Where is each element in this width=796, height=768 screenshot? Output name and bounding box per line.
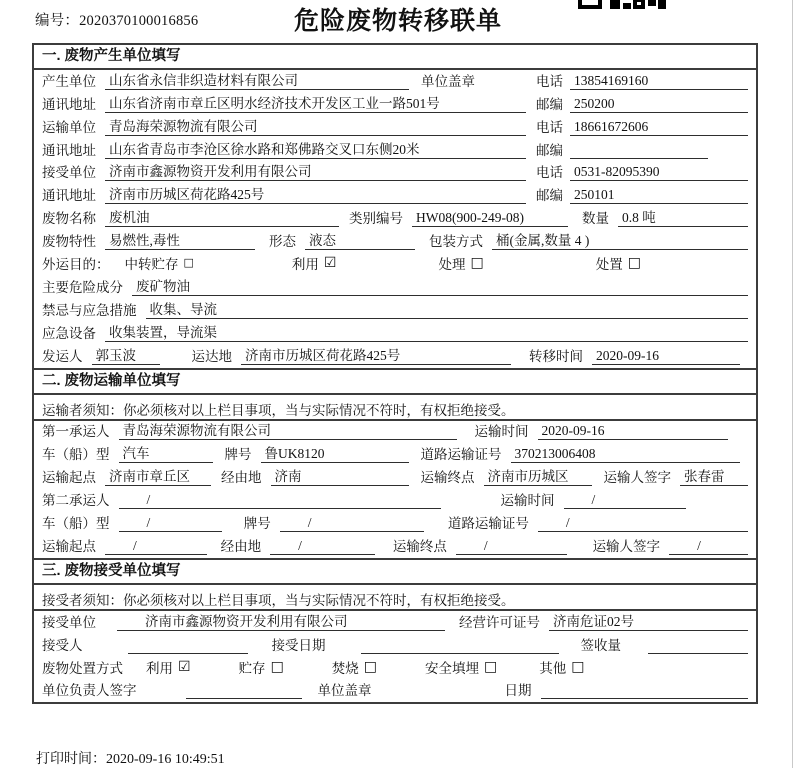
- license-label: 经营许可证号: [459, 614, 540, 630]
- row-transporter: [34, 116, 756, 139]
- vehicle1-type-field: 汽车: [119, 446, 213, 463]
- checkbox-icon: □: [484, 658, 498, 675]
- row-carrier1: [34, 421, 756, 444]
- transporter-name-field: 青岛海荣源物流有限公司: [105, 119, 526, 136]
- vehicle-type-label: 车（船）型: [42, 516, 110, 532]
- contraindication-field: 收集、导流: [146, 302, 749, 319]
- doc-number-value: 2020370100016856: [79, 13, 199, 29]
- option-label: 处理: [438, 257, 466, 273]
- checkbox-icon: □: [363, 658, 378, 675]
- receive-date-field: [361, 638, 559, 654]
- row-receive-person: [34, 634, 756, 657]
- waste-props-label: 废物特性: [42, 234, 96, 250]
- row-carrier2: [34, 489, 756, 512]
- row-signature: [34, 680, 756, 703]
- transfer-time-field: 2020-09-16: [592, 348, 740, 365]
- disposal-option-landfill: [425, 657, 497, 677]
- row-vehicle2: [34, 512, 756, 535]
- vehicle1-plate-field: 鲁UK8120: [261, 446, 409, 463]
- row-receive-unit: [34, 611, 756, 634]
- route-end-label: 运输终点: [392, 538, 447, 554]
- checkbox-icon: □: [183, 256, 194, 270]
- checkbox-icon: □: [470, 255, 484, 272]
- row-dispatch: [34, 345, 756, 368]
- option-label: 其他: [539, 660, 567, 676]
- plate-label: 牌号: [224, 447, 252, 463]
- transporter-address-field: 山东省青岛市李沧区徐水路和郑佛路交叉口东侧20米: [105, 142, 526, 159]
- hazard-label: 主要危险成分: [42, 279, 123, 295]
- responsible-sign-label: 单位负责人签字: [42, 683, 137, 699]
- form-label: 形态: [269, 234, 296, 250]
- receive-person-label: 接受人: [42, 637, 83, 653]
- equipment-field: 收集装置，导流渠: [105, 325, 748, 342]
- carrier2-name-field: /: [119, 492, 441, 509]
- option-label: 焚烧: [331, 660, 359, 676]
- receive-person-field: [128, 638, 248, 654]
- print-time-value: 2020-09-16 10:49:51: [106, 752, 225, 767]
- route1-sign-field: 张春雷: [680, 469, 748, 486]
- route1-via-field: 济南: [271, 469, 409, 486]
- route1-end-field: 济南市历城区: [484, 469, 592, 486]
- transporter-notice: 运输者须知：你必须核对以上栏目事项，当与实际情况不符时，有权拒绝接受。: [34, 395, 756, 421]
- quantity-field: 0.8 吨: [618, 210, 748, 227]
- option-label: 利用: [146, 660, 173, 676]
- checkbox-icon: □: [627, 255, 641, 272]
- address-label: 通讯地址: [42, 96, 96, 112]
- receive-unit-name-field: 济南市鑫源物资开发利用有限公司: [117, 614, 445, 631]
- vehicle2-plate-field: /: [280, 515, 424, 532]
- received-qty-label: 签收量: [580, 637, 621, 653]
- row-vehicle1: [34, 443, 756, 466]
- producer-address-field: 山东省济南市章丘区明水经济技术开发区工业一路501号: [105, 96, 526, 113]
- option-label: 中转贮存: [124, 257, 179, 273]
- vehicle2-permit-field: /: [538, 515, 748, 532]
- category-code-label: 类别编号: [349, 211, 403, 227]
- disposal-label: 废物处置方式: [42, 660, 123, 676]
- plate-label: 牌号: [243, 516, 271, 532]
- row-waste-props: [34, 230, 756, 253]
- purpose-option-utilize: [292, 253, 337, 273]
- row-producer-address: [34, 93, 756, 116]
- carrier1-label: 第一承运人: [42, 424, 110, 440]
- sign-date-field: [541, 683, 749, 699]
- contraindication-label: 禁忌与应急措施: [42, 302, 137, 318]
- route2-via-field: /: [270, 538, 375, 555]
- option-label: 安全填埋: [425, 660, 480, 676]
- road-permit-label: 道路运输证号: [420, 447, 502, 463]
- purpose-option-treat: [438, 253, 483, 273]
- option-label: 处置: [595, 257, 623, 273]
- unit-stamp-label: 单位盖章: [317, 683, 372, 699]
- receiver-notice: 接受者须知：你必须核对以上栏目事项，当与实际情况不符时，有权拒绝接受。: [34, 585, 756, 611]
- receiver-name-field: 济南市鑫源物资开发利用有限公司: [105, 164, 526, 181]
- row-receiver-address: [34, 184, 756, 207]
- print-time-label: 打印时间：: [36, 752, 106, 767]
- row-route2: [34, 535, 756, 558]
- zip-label: 邮编: [536, 96, 563, 112]
- transporter-zip-field: [570, 143, 708, 159]
- route-start-label: 运输起点: [42, 470, 96, 486]
- via-label: 经由地: [220, 538, 262, 554]
- vehicle-type-label: 车（船）型: [42, 447, 110, 463]
- stamp-label: 单位盖章: [421, 73, 475, 89]
- row-disposal: [34, 657, 756, 680]
- route-end-label: 运输终点: [420, 470, 475, 486]
- route1-start-field: 济南市章丘区: [105, 469, 211, 486]
- waste-name-field: 废机油: [105, 210, 339, 227]
- phone-label: 电话: [536, 165, 563, 181]
- packaging-field: 桶(金属,数量 4 ): [492, 233, 748, 250]
- purpose-label: 外运目的：: [42, 257, 110, 273]
- option-label: 贮存: [238, 660, 266, 676]
- doc-number-label: 编号：: [35, 13, 80, 29]
- disposal-option-incinerate: [332, 657, 377, 677]
- vehicle1-permit-field: 370213006408: [511, 446, 741, 463]
- packaging-label: 包装方式: [429, 234, 483, 250]
- row-equipment: [34, 322, 756, 345]
- transport-time-label: 运输时间: [500, 493, 555, 509]
- category-code-field: HW08(900-249-08): [412, 210, 568, 227]
- producer-zip-field: 250200: [570, 96, 748, 113]
- waste-name-label: 废物名称: [42, 211, 96, 227]
- print-time: [36, 748, 225, 768]
- manifest-table: [32, 43, 758, 704]
- form-field: 液态: [305, 233, 415, 250]
- received-qty-field: [648, 638, 748, 654]
- transporter-sign-label: 运输人签字: [603, 470, 671, 486]
- road-permit-label: 道路运输证号: [447, 516, 529, 532]
- route2-sign-field: /: [669, 538, 748, 555]
- receive-date-label: 接受日期: [271, 637, 326, 653]
- zip-label: 邮编: [536, 188, 563, 204]
- waste-props-field: 易燃性,毒性: [105, 233, 255, 250]
- checkbox-icon: ☑: [178, 658, 191, 675]
- disposal-option-utilize: [146, 657, 191, 677]
- license-field: 济南危证02号: [549, 614, 748, 631]
- row-producer: [34, 70, 756, 93]
- carrier2-label: 第二承运人: [42, 493, 110, 509]
- receiver-phone-field: 0531-82095390: [570, 164, 748, 181]
- destination-label: 运达地: [191, 348, 232, 364]
- date-label: 日期: [504, 683, 532, 699]
- transporter-label: 运输单位: [42, 119, 96, 135]
- carrier1-name-field: 青岛海荣源物流有限公司: [119, 423, 457, 440]
- document-header: [0, 0, 796, 42]
- qr-code-icon: [578, 0, 666, 10]
- quantity-label: 数量: [582, 211, 609, 227]
- checkbox-icon: ☑: [323, 255, 337, 272]
- disposal-option-storage: [239, 657, 284, 677]
- transporter-sign-label: 运输人签字: [592, 538, 661, 554]
- equipment-label: 应急设备: [42, 325, 96, 341]
- purpose-option-transfer-storage: [125, 253, 194, 273]
- address-label: 通讯地址: [42, 188, 96, 204]
- producer-name-field: 山东省永信非织造材料有限公司: [105, 73, 409, 90]
- purpose-option-dispose: [596, 253, 641, 273]
- responsible-sign-field: [186, 683, 302, 699]
- route2-end-field: /: [456, 538, 567, 555]
- checkbox-icon: □: [270, 658, 284, 675]
- row-route1: [34, 466, 756, 489]
- transfer-time-label: 转移时间: [529, 348, 583, 364]
- producer-label: 产生单位: [42, 73, 96, 89]
- row-contraindication: [34, 299, 756, 322]
- hazard-field: 废矿物油: [132, 279, 748, 296]
- route2-start-field: /: [105, 538, 207, 555]
- section2-heading: 二. 废物运输单位填写: [34, 368, 756, 395]
- dispatcher-label: 发运人: [42, 348, 83, 364]
- page-title: 危险废物转移联单: [293, 7, 502, 35]
- disposal-option-other: [539, 657, 584, 677]
- transporter-phone-field: 18661672606: [570, 119, 748, 136]
- receive-unit-label: 接受单位: [42, 614, 96, 630]
- section1-heading: 一. 废物产生单位填写: [34, 45, 756, 70]
- row-hazard: [34, 276, 756, 299]
- checkbox-icon: □: [571, 658, 585, 675]
- route-start-label: 运输起点: [42, 538, 96, 554]
- page-edge-line: [792, 0, 793, 768]
- receiver-label: 接受单位: [42, 165, 96, 181]
- carrier2-time-field: /: [564, 492, 686, 509]
- phone-label: 电话: [536, 119, 563, 135]
- destination-field: 济南市历城区荷花路425号: [241, 348, 511, 365]
- carrier1-time-field: 2020-09-16: [538, 423, 729, 440]
- address-label: 通讯地址: [42, 142, 96, 158]
- receiver-address-field: 济南市历城区荷花路425号: [105, 187, 526, 204]
- vehicle2-type-field: /: [119, 515, 222, 532]
- via-label: 经由地: [221, 470, 262, 486]
- dispatcher-field: 郭玉波: [92, 348, 160, 365]
- producer-phone-field: 13854169160: [570, 73, 748, 90]
- row-waste-name: [34, 207, 756, 230]
- section3-heading: 三. 废物接受单位填写: [34, 558, 756, 585]
- phone-label: 电话: [536, 73, 563, 89]
- row-purpose: [34, 253, 756, 276]
- option-label: 利用: [291, 257, 319, 273]
- transport-time-label: 运输时间: [474, 424, 529, 440]
- row-receiver: [34, 162, 756, 185]
- row-transporter-address: [34, 139, 756, 162]
- receiver-zip-field: 250101: [570, 187, 748, 204]
- zip-label: 邮编: [536, 142, 563, 158]
